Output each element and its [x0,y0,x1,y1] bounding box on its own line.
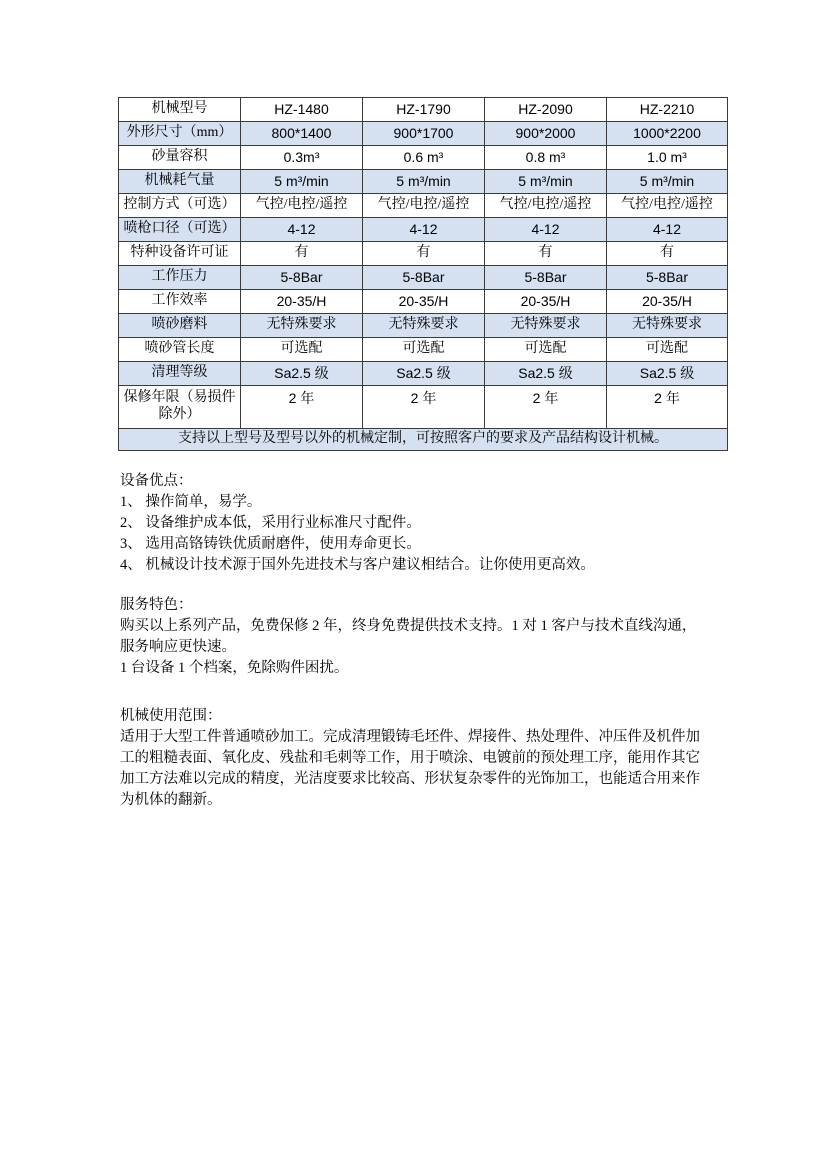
spec-cell: 4-12 [241,218,363,242]
advantage-item: 2、 设备维护成本低，采用行业标准尺寸配件。 [120,515,421,531]
row-label: 工作压力 [119,266,241,290]
table-row-warranty [119,386,728,429]
spec-cell: 有 [363,242,485,266]
spec-cell: Sa2.5 级 [485,362,607,386]
table-row-nozzle-diameter [119,218,728,242]
spec-cell: 5-8Bar [607,266,728,290]
spec-cell: 0.8 m³ [485,146,607,170]
table-row-model [119,98,728,122]
spec-cell: HZ-1480 [241,98,363,122]
spec-cell: 900*2000 [485,122,607,146]
spec-cell: 2 年 [607,386,728,429]
spec-cell: 5 m³/min [363,170,485,194]
spec-cell: 5-8Bar [241,266,363,290]
spec-cell: 20-35/H [241,290,363,314]
spec-table [118,97,728,451]
spec-cell: 20-35/H [363,290,485,314]
table-row-air-consumption [119,170,728,194]
usage-line: 适用于大型工件普通喷砂加工。完成清理锻铸毛坯件、焊接件、热处理件、冲压件及机件加 [120,729,700,745]
spec-cell: 无特殊要求 [607,314,728,338]
spec-cell: 气控/电控/遥控 [241,194,363,218]
spec-cell: 4-12 [607,218,728,242]
spec-cell: 5 m³/min [607,170,728,194]
table-row-dimensions [119,122,728,146]
spec-cell: 可选配 [607,338,728,362]
spec-cell: 可选配 [485,338,607,362]
table-row-special-license [119,242,728,266]
row-label: 砂量容积 [119,146,241,170]
row-label: 特种设备许可证 [119,242,241,266]
row-label: 喷砂磨料 [119,314,241,338]
section-usage [120,706,712,811]
spec-cell: HZ-2210 [607,98,728,122]
advantage-item: 4、 机械设计技术源于国外先进技术与客户建议相结合。让你使用更高效。 [120,557,595,573]
spec-cell: 1.0 m³ [607,146,728,170]
service-line: 购买以上系列产品，免费保修 2 年，终身免费提供技术支持。1 对 1 客户与技术直线沟通， [120,618,697,634]
spec-cell: 无特殊要求 [485,314,607,338]
spec-cell: 20-35/H [607,290,728,314]
spec-cell: 20-35/H [485,290,607,314]
spec-cell: Sa2.5 级 [607,362,728,386]
row-label: 控制方式（可选） [119,194,241,218]
table-row-hose-length [119,338,728,362]
spec-cell: 可选配 [241,338,363,362]
row-label: 机械型号 [119,98,241,122]
custom-note: 支持以上型号及型号以外的机械定制，可按照客户的要求及产品结构设计机械。 [119,429,728,451]
body-text [120,471,712,811]
row-label: 机械耗气量 [119,170,241,194]
table-row-working-pressure [119,266,728,290]
spec-cell: 无特殊要求 [363,314,485,338]
row-label: 保修年限（易损件除外） [119,386,241,429]
section-advantages [120,471,712,576]
advantage-item: 1、 操作简单，易学。 [120,494,262,510]
spec-cell: 4-12 [363,218,485,242]
advantage-item: 3、 选用高铬铸铁优质耐磨件，使用寿命更长。 [120,536,421,552]
usage-line: 为机体的翻新。 [120,792,222,808]
table-row-efficiency [119,290,728,314]
service-line: 服务响应更快速。 [120,639,236,655]
spec-cell: 5 m³/min [241,170,363,194]
advantages-heading: 设备优点： [120,473,193,489]
spec-cell: 0.3m³ [241,146,363,170]
spec-cell: 2 年 [363,386,485,429]
row-label: 喷砂管长度 [119,338,241,362]
spec-cell: 有 [607,242,728,266]
spec-cell: 5 m³/min [485,170,607,194]
spec-cell: 可选配 [363,338,485,362]
spec-cell: HZ-2090 [485,98,607,122]
usage-line: 工的粗糙表面、氧化皮、残盐和毛刺等工作，用于喷涂、电镀前的预处理工序，能用作其它 [120,750,700,766]
table-row-control-mode [119,194,728,218]
table-row-cleaning-grade [119,362,728,386]
spec-cell: 4-12 [485,218,607,242]
spec-cell: Sa2.5 级 [363,362,485,386]
spec-cell: 0.6 m³ [363,146,485,170]
usage-line: 加工方法难以完成的精度，光洁度要求比较高、形状复杂零件的光饰加工，也能适合用来作 [120,771,700,787]
row-label: 工作效率 [119,290,241,314]
spec-cell: 有 [485,242,607,266]
service-line: 1 台设备 1 个档案，免除购件困扰。 [120,660,349,676]
spec-cell: 900*1700 [363,122,485,146]
spec-cell: 无特殊要求 [241,314,363,338]
table-row-abrasive [119,314,728,338]
spec-cell: 2 年 [485,386,607,429]
table-row-custom-note [119,429,728,451]
spec-cell: Sa2.5 级 [241,362,363,386]
spec-cell: 5-8Bar [485,266,607,290]
spec-cell: HZ-1790 [363,98,485,122]
usage-heading: 机械使用范围： [120,708,222,724]
row-label: 清理等级 [119,362,241,386]
spec-cell: 2 年 [241,386,363,429]
table-row-sand-volume [119,146,728,170]
spec-cell: 800*1400 [241,122,363,146]
row-label: 外形尺寸（mm） [119,122,241,146]
section-service [120,595,712,679]
spec-cell: 气控/电控/遥控 [363,194,485,218]
spec-cell: 有 [241,242,363,266]
spec-cell: 1000*2200 [607,122,728,146]
spec-cell: 5-8Bar [363,266,485,290]
spec-cell: 气控/电控/遥控 [485,194,607,218]
row-label: 喷枪口径（可选） [119,218,241,242]
spec-cell: 气控/电控/遥控 [607,194,728,218]
service-heading: 服务特色： [120,597,193,613]
